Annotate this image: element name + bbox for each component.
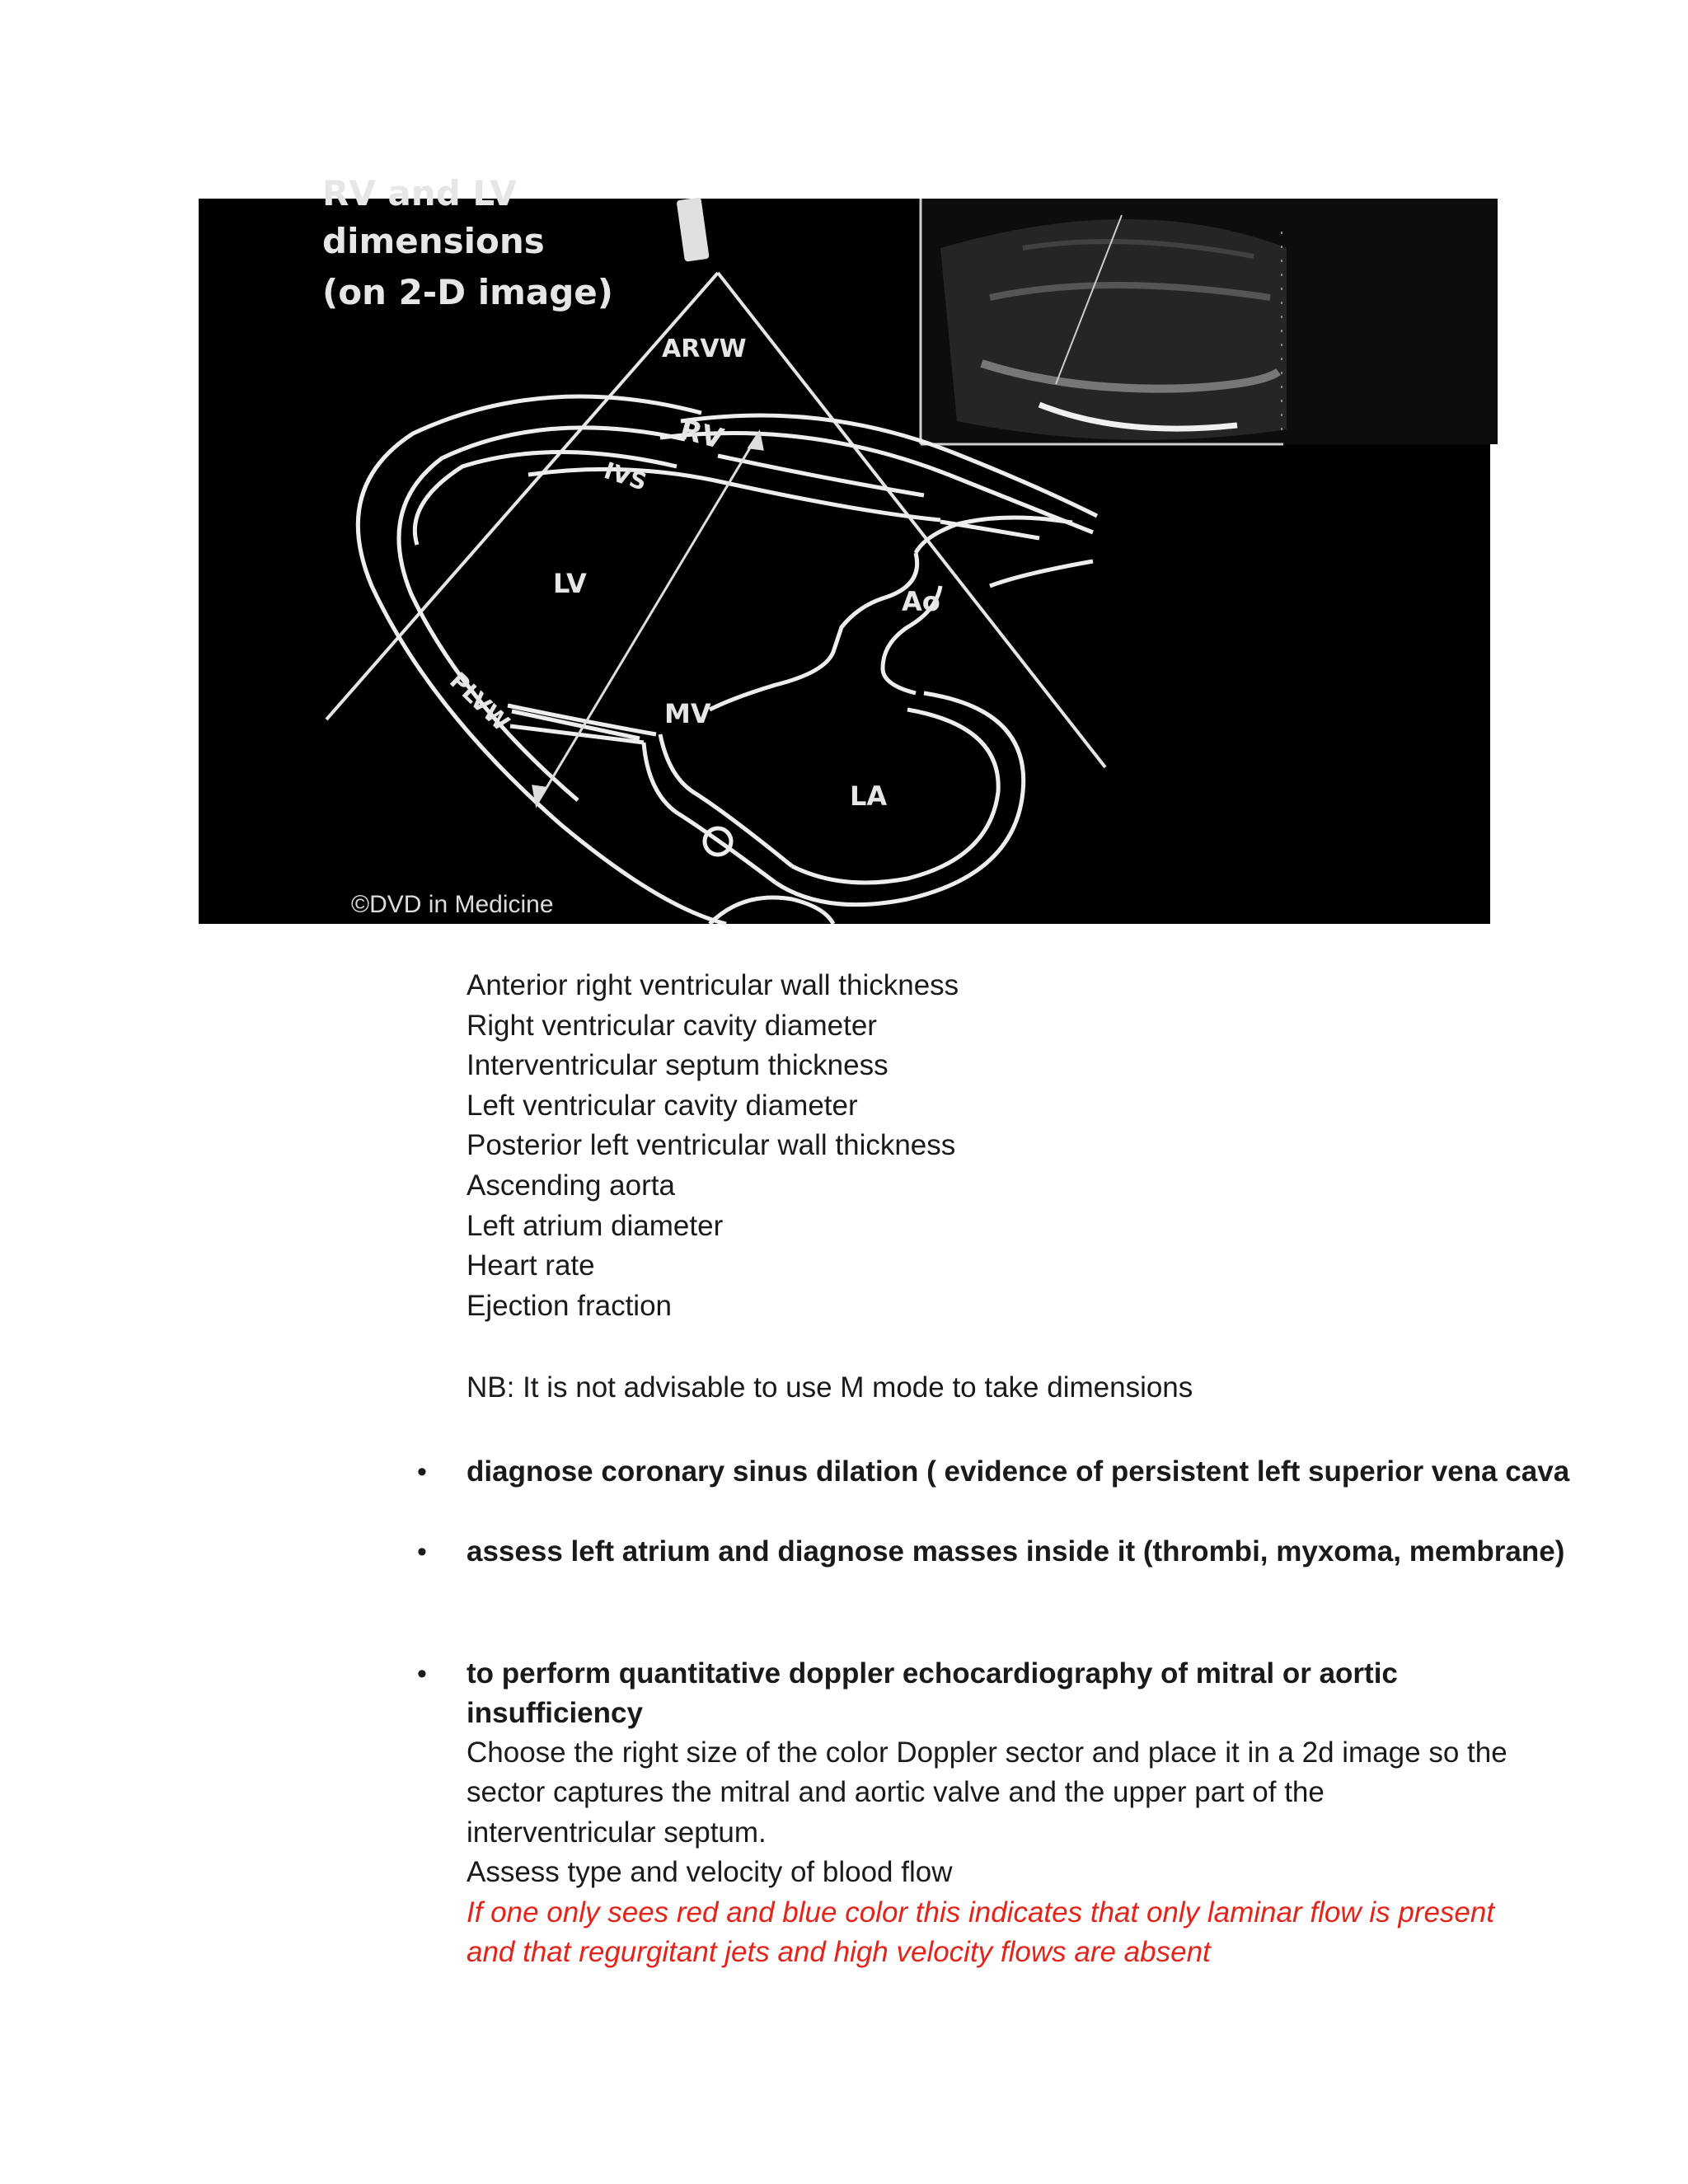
figure-copyright: ©DVD in Medicine [351,891,554,918]
label-arvw: ARVW [662,335,747,363]
bullet-title-line2: insufficiency [467,1697,643,1729]
figure-title-line3: (on 2-D image) [322,272,613,312]
bullet-symbol: • [417,1536,427,1568]
list-item: Ejection fraction [467,1289,673,1322]
list-item: Heart rate [467,1249,595,1282]
heart-outline [358,396,1097,924]
red-note-line2: and that regurgitant jets and high velocity flows are absent [467,1936,1211,1969]
doppler-assess-line: Assess type and velocity of blood flow [467,1856,953,1889]
bullet-symbol: • [417,1456,427,1488]
doppler-instruction-line2: sector captures the mitral and aortic valve and the upper part of the [467,1776,1325,1809]
list-item: Posterior left ventricular wall thickness [467,1129,956,1162]
bullet-left-atrium [417,1532,1565,1572]
list-item: Interventricular septum thickness [467,1049,889,1082]
transducer-icon [677,197,710,261]
list-item: Left ventricular cavity diameter [467,1089,858,1122]
list-item: Anterior right ventricular wall thickness [467,969,959,1001]
label-mv: MV [664,698,711,729]
measurement-list-block [467,966,1497,1326]
label-la: LA [850,780,888,812]
figure-title-line2: dimensions [322,221,545,261]
heart-diagram-figure [199,173,1490,924]
label-plvw: PLVW [444,667,515,737]
bullet-doppler [417,1654,1507,1972]
doppler-instruction-line1: Choose the right size of the color Doppler sector and place it in a 2d image so the [467,1736,1507,1769]
measurement-line [533,433,762,804]
bullet-coronary-sinus [417,1452,1570,1492]
list-item: Left atrium diameter [467,1209,724,1242]
label-rv: RV [676,413,727,457]
list-item: Ascending aorta [467,1169,675,1202]
doppler-instruction-line3: interventricular septum. [467,1816,767,1849]
figure-title-line1: RV and LV [322,173,517,213]
ultrasound-inset [921,199,1498,444]
measurement-list [467,966,1497,1326]
bullet-text: diagnose coronary sinus dilation ( evidence of persistent left superior vena cava [467,1455,1570,1488]
label-ivs: IVS [600,457,650,496]
list-item: Right ventricular cavity diameter [467,1009,877,1042]
bullet-title-line1: to perform quantitative doppler echocardiography of mitral or aortic [467,1657,1398,1690]
note-text: NB: It is not advisable to use M mode to take dimensions [467,1371,1193,1404]
red-note-line1: If one only sees red and blue color this indicates that only laminar flow is present [467,1896,1495,1929]
label-lv: LV [553,568,587,599]
label-ao: Ao [902,586,940,617]
bullet-text: assess left atrium and diagnose masses inside it (thrombi, myxoma, membrane) [467,1535,1565,1568]
heart-diagram-svg [199,173,1490,924]
bullet-symbol: • [417,1658,427,1690]
